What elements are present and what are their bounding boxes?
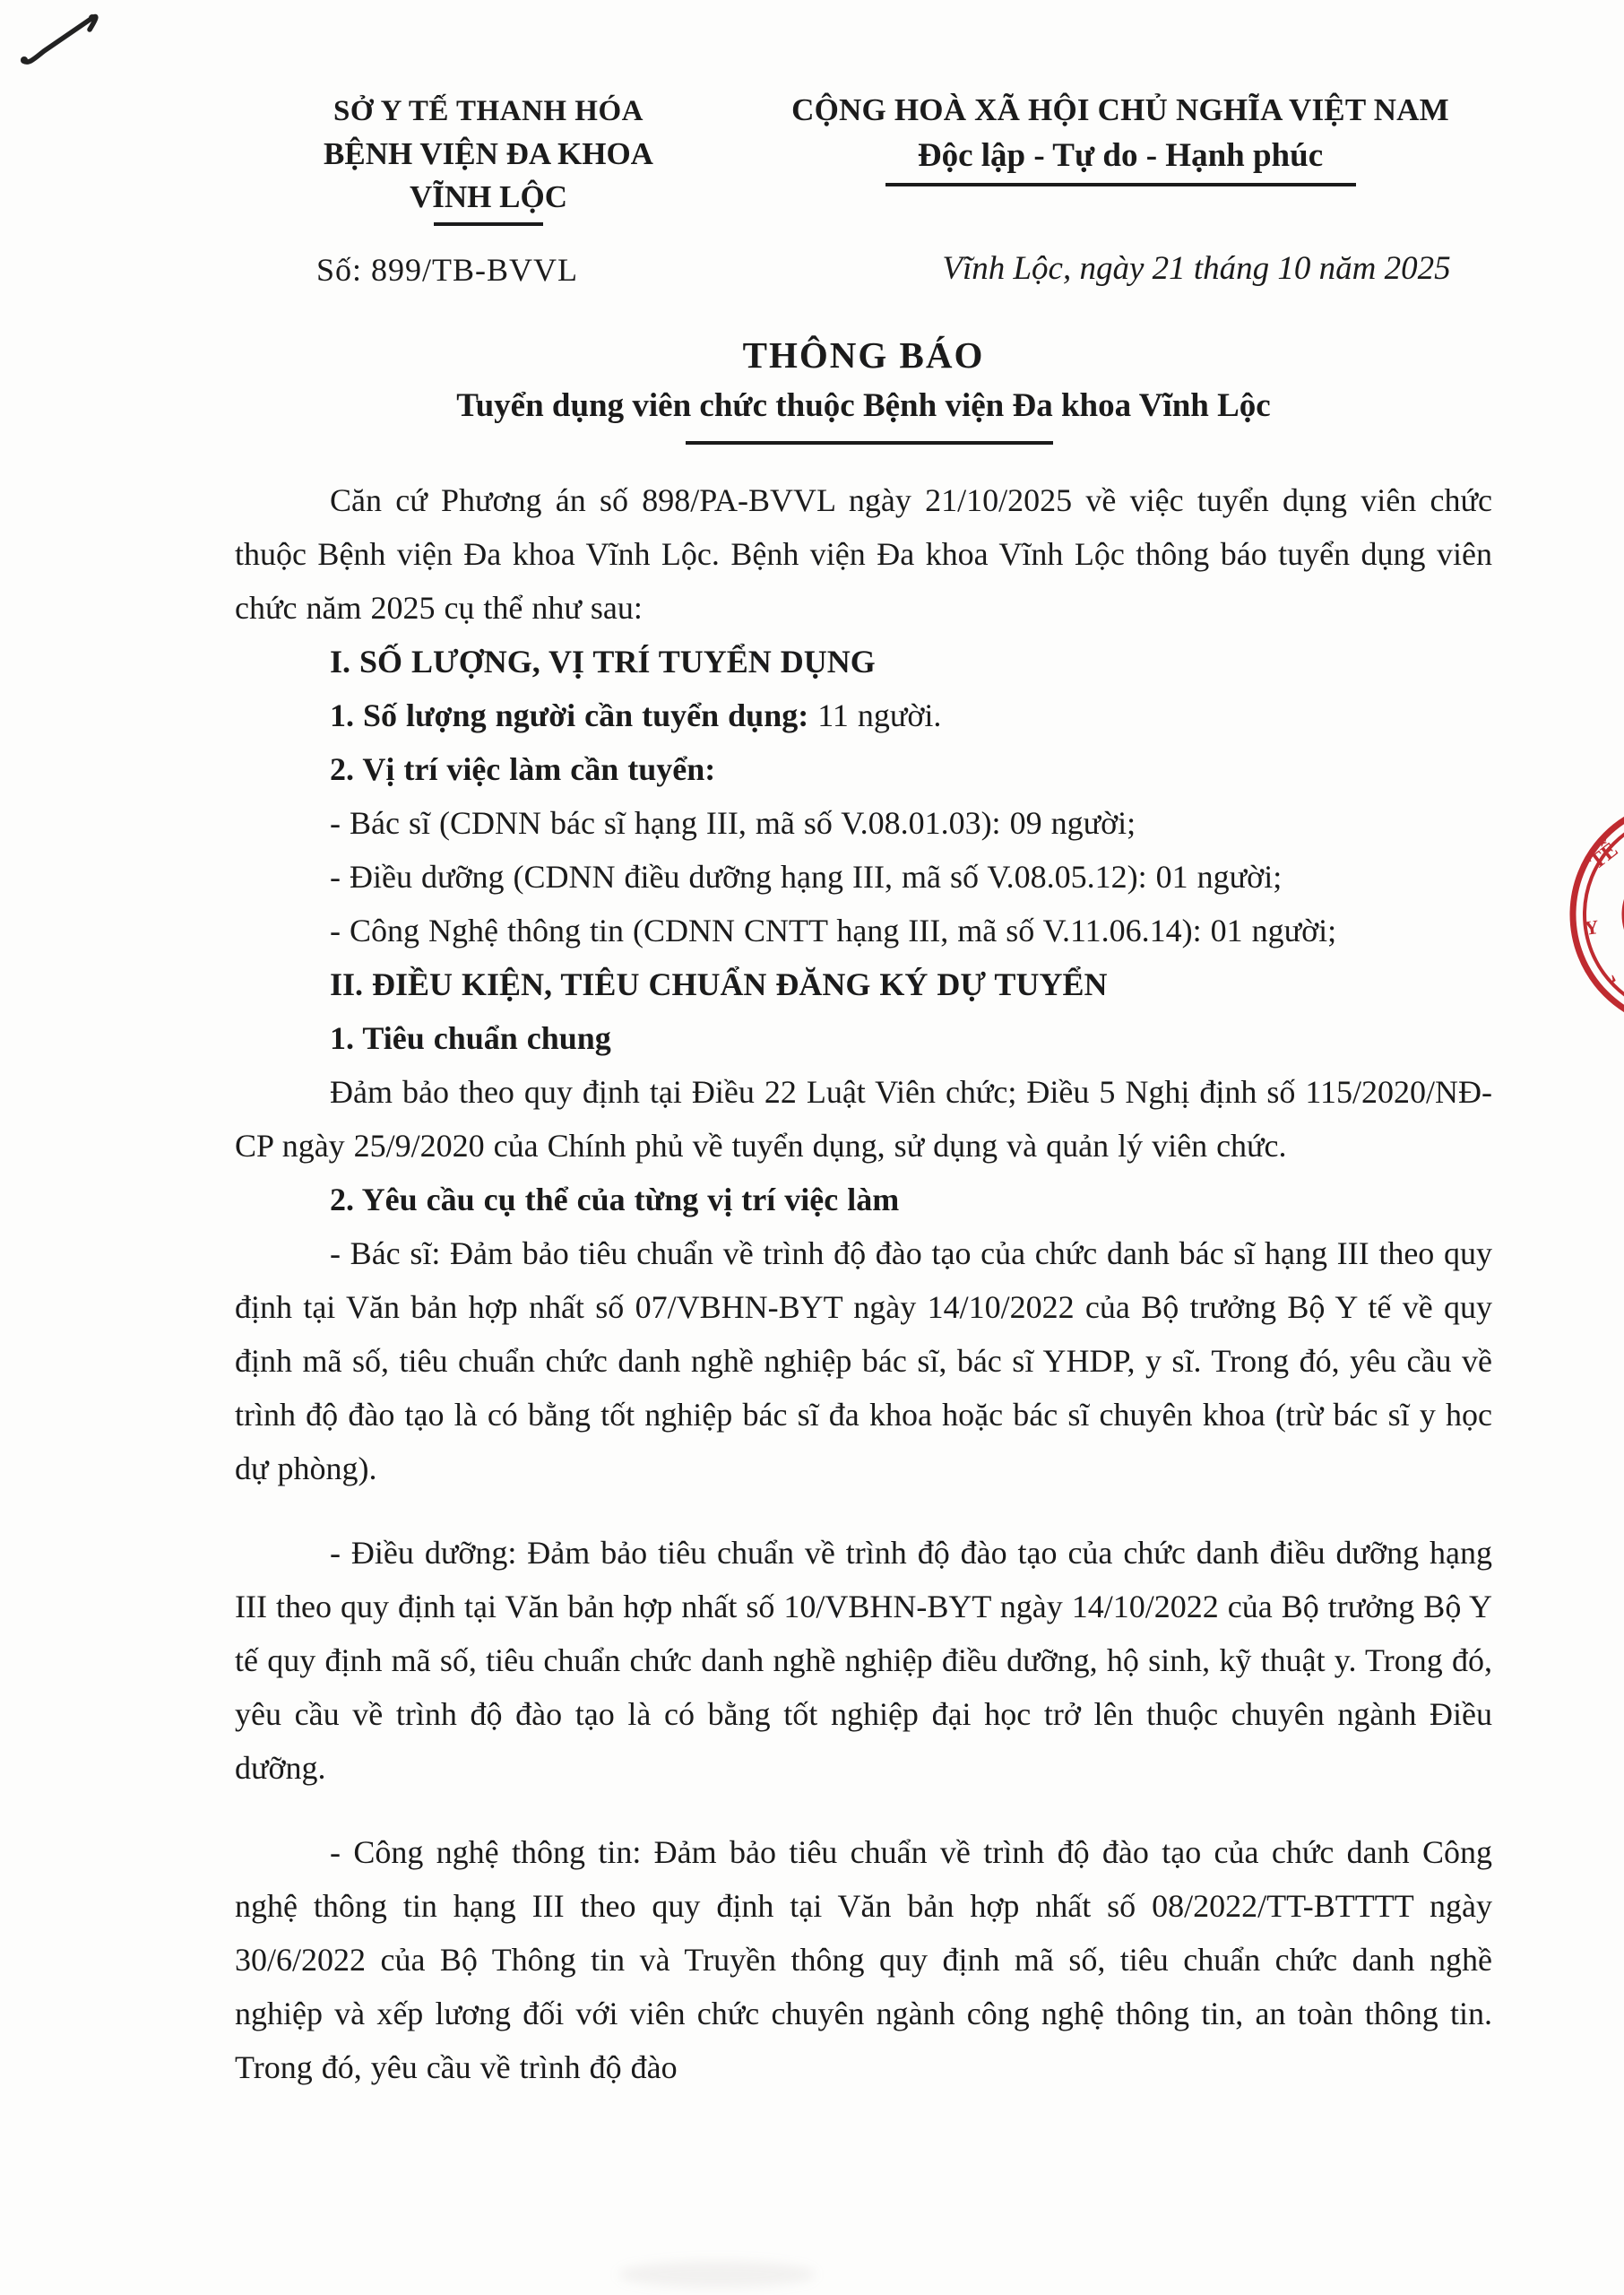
title-block [235, 330, 1492, 432]
document-subtitle: Tuyển dụng viên chức thuộc Bệnh viện Đa khoa Vĩnh Lộc [456, 387, 1271, 424]
bold-run: 1. Số lượng người cần tuyển dụng: [330, 697, 809, 733]
requirement-nurse [235, 1526, 1492, 1795]
org-parent-name: SỞ Y TẾ THANH HÓA [333, 95, 644, 127]
stamp-text-fragment: TẾ [1585, 838, 1623, 875]
org-name: BỆNH VIỆN ĐA KHOA [324, 136, 653, 171]
national-title: CỘNG HOÀ XÃ HỘI CHỦ NGHĨA VIỆT NAM [791, 92, 1449, 127]
document-body [235, 473, 1492, 2094]
text-run: - Công nghệ thông tin: Đảm bảo tiêu chuẩn về trình độ đào tạo của chức danh Công nghệ thông tin hạng III theo quy định tại Văn bản hợp nhất số 08/2022/TT-BTTTT ngày 30/6/2022 của Bộ Thông tin và Truyền thông quy định mã số, tiêu chuẩn chức danh nghề nghiệp và xếp lương đối với viên chức chuyên ngành công nghệ thông tin, an toàn thông tin. Trong đó, yêu cầu về trình độ đào [235, 1834, 1492, 2085]
motto-underline-rule [885, 183, 1356, 186]
position-it [235, 904, 1492, 957]
text-run: - Bác sĩ: Đảm bảo tiêu chuẩn về trình độ đào tạo của chức danh bác sĩ hạng III theo quy định tại Văn bản hợp nhất số 07/VBHN-BYT ngày 14/10/2022 của Bộ trưởng Bộ Y tế về quy định mã số, tiêu chuẩn chức danh nghề nghiệp bác sĩ, bác sĩ YHDP, y sĩ. Trong đó, yêu cầu về trình độ đào tạo là có bằng tốt nghiệp bác sĩ đa khoa hoặc bác sĩ chuyên khoa (trừ bác sĩ y học dự phòng). [235, 1235, 1492, 1486]
position-nurse [235, 850, 1492, 904]
text-run: 11 người. [808, 697, 942, 733]
text-run: Đảm bảo theo quy định tại Điều 22 Luật Viên chức; Điều 5 Nghị định số 115/2020/NĐ-CP ngày 25/9/2020 của Chính phủ về tuyển dụng, sử dụng và quản lý viên chức. [235, 1074, 1492, 1164]
intro-paragraph [235, 473, 1492, 635]
org-underline-rule [434, 222, 543, 226]
document-number: Số: 899/TB-BVVL [316, 252, 579, 288]
place-date-line: Vĩnh Lộc, ngày 21 tháng 10 năm 2025 [942, 250, 1451, 287]
general-standard-heading [235, 1011, 1492, 1065]
general-standard-text [235, 1065, 1492, 1173]
scan-smudge [618, 2261, 816, 2288]
text-run: - Điều dưỡng: Đảm bảo tiêu chuẩn về trình độ đào tạo của chức danh điều dưỡng hạng III theo quy định tại Văn bản hợp nhất số 10/VBHN-BYT ngày 14/10/2022 của Bộ trưởng Bộ Y tế quy định mã số, tiêu chuẩn chức danh nghề nghiệp điều dưỡng, hộ sinh, kỹ thuật y. Trong đó, yêu cầu về trình độ đào tạo là có bằng tốt nghiệp đại học trở lên thuộc chuyên ngành Điều dưỡng. [235, 1535, 1492, 1786]
bold-run: II. ĐIỀU KIỆN, TIÊU CHUẨN ĐĂNG KÝ DỰ TUYỂN [330, 966, 1108, 1002]
bold-run: 2. Yêu cầu cụ thể của từng vị trí việc làm [330, 1182, 900, 1217]
subtitle-underline-rule [686, 441, 1053, 445]
official-stamp-partial [1534, 782, 1624, 1051]
specific-requirement-heading [235, 1173, 1492, 1226]
section-1-heading [235, 635, 1492, 688]
requirement-it [235, 1825, 1492, 2094]
section-2-heading [235, 957, 1492, 1011]
text-run: - Bác sĩ (CDNN bác sĩ hạng III, mã số V.08.01.03): 09 người; [330, 805, 1136, 841]
org-name-2: VĨNH LỘC [410, 179, 567, 214]
position-doctor [235, 796, 1492, 850]
item-positions-heading [235, 742, 1492, 796]
item-quantity [235, 688, 1492, 742]
pen-checkmark [11, 4, 118, 84]
bold-run: 2. Vị trí việc làm cần tuyển: [330, 751, 716, 787]
stamp-text-fragment: › [1606, 964, 1621, 992]
issuing-org-block [251, 90, 726, 226]
national-header-block [744, 88, 1497, 186]
national-motto: Độc lập - Tự do - Hạnh phúc [917, 137, 1324, 174]
stamp-text-fragment: Y [1583, 915, 1601, 940]
text-run: - Điều dưỡng (CDNN điều dưỡng hạng III, mã số V.08.05.12): 01 người; [330, 859, 1283, 895]
text-run: Căn cứ Phương án số 898/PA-BVVL ngày 21/10/2025 về việc tuyển dụng viên chức thuộc Bệnh viện Đa khoa Vĩnh Lộc. Bệnh viện Đa khoa Vĩnh Lộc thông báo tuyển dụng viên chức năm 2025 cụ thể như sau: [235, 482, 1492, 626]
document-title: THÔNG BÁO [742, 334, 985, 376]
bold-run: I. SỐ LƯỢNG, VỊ TRÍ TUYỂN DỤNG [330, 644, 876, 680]
stamp-rings [1534, 782, 1624, 1051]
bold-run: 1. Tiêu chuẩn chung [330, 1020, 611, 1056]
text-run: - Công Nghệ thông tin (CDNN CNTT hạng III, mã số V.11.06.14): 01 người; [330, 913, 1337, 948]
requirement-doctor [235, 1226, 1492, 1495]
